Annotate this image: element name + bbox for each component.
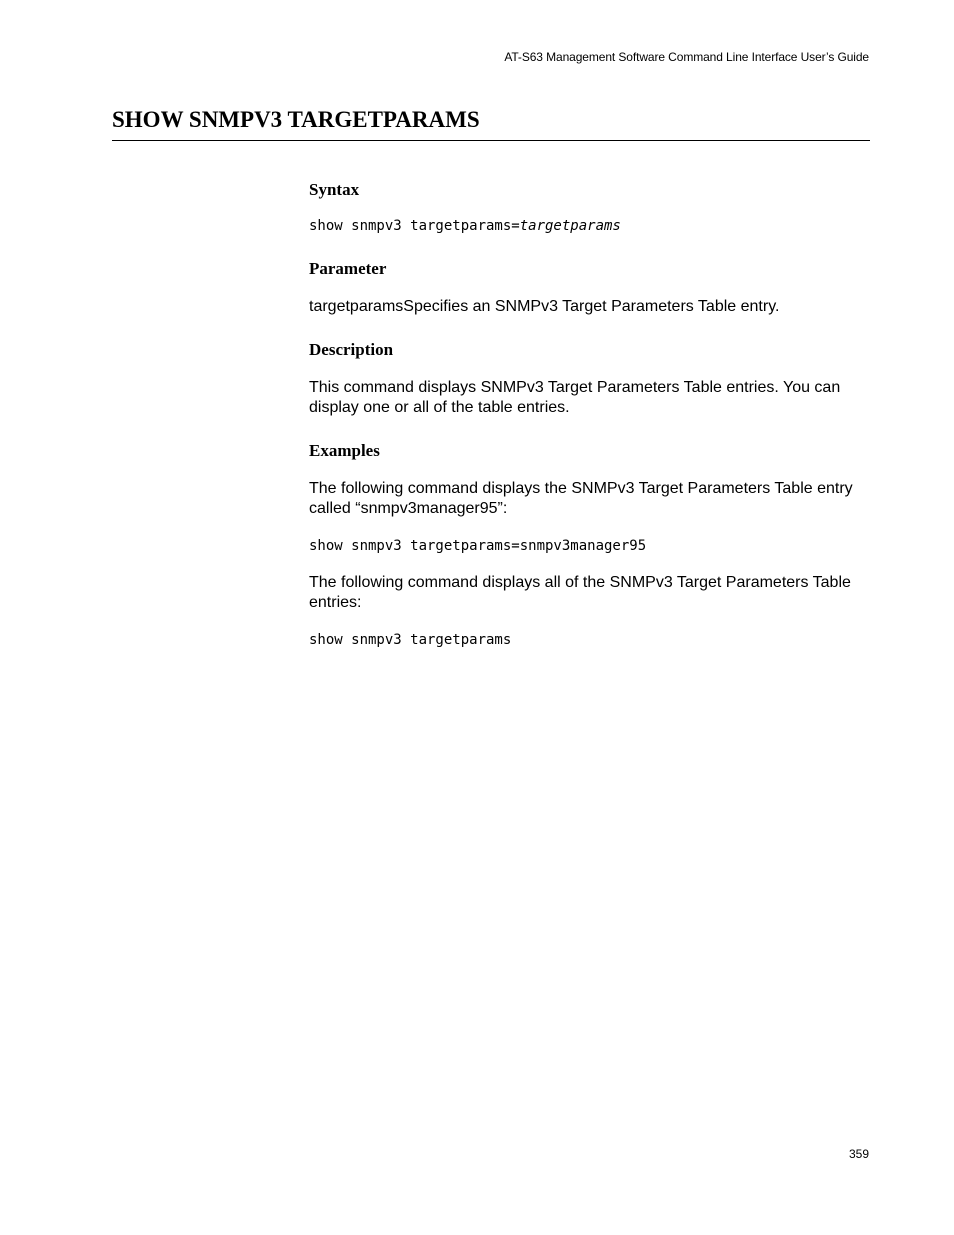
examples-heading: Examples — [309, 441, 380, 460]
syntax-variable: targetparams — [519, 218, 621, 234]
example-1-command: show snmpv3 targetparams=snmpv3manager95 — [309, 538, 647, 554]
description-heading: Description — [309, 340, 394, 359]
syntax-command — [309, 218, 621, 234]
running-header: AT-S63 Management Software Command Line Interface User’s Guide — [504, 50, 869, 64]
syntax-command-text: show snmpv3 targetparams= — [309, 218, 520, 234]
parameter-text: targetparamsSpecifies an SNMPv3 Target Parameters Table entry. — [309, 298, 780, 315]
title-divider — [112, 140, 870, 141]
example-1-text: The following command displays the SNMPv3 Target Parameters Table entry called “snmpv3manager95”: — [309, 480, 853, 517]
page-number: 359 — [848, 1147, 869, 1161]
page-title: SHOW SNMPV3 TARGETPARAMS — [112, 107, 480, 132]
example-2-text: The following command displays all of the SNMPv3 Target Parameters Table entries: — [309, 574, 851, 611]
parameter-heading: Parameter — [309, 259, 387, 278]
description-text: This command displays SNMPv3 Target Parameters Table entries. You can display one or all of the table entries. — [309, 379, 841, 416]
example-2-command: show snmpv3 targetparams — [309, 632, 512, 648]
syntax-heading: Syntax — [309, 180, 360, 199]
